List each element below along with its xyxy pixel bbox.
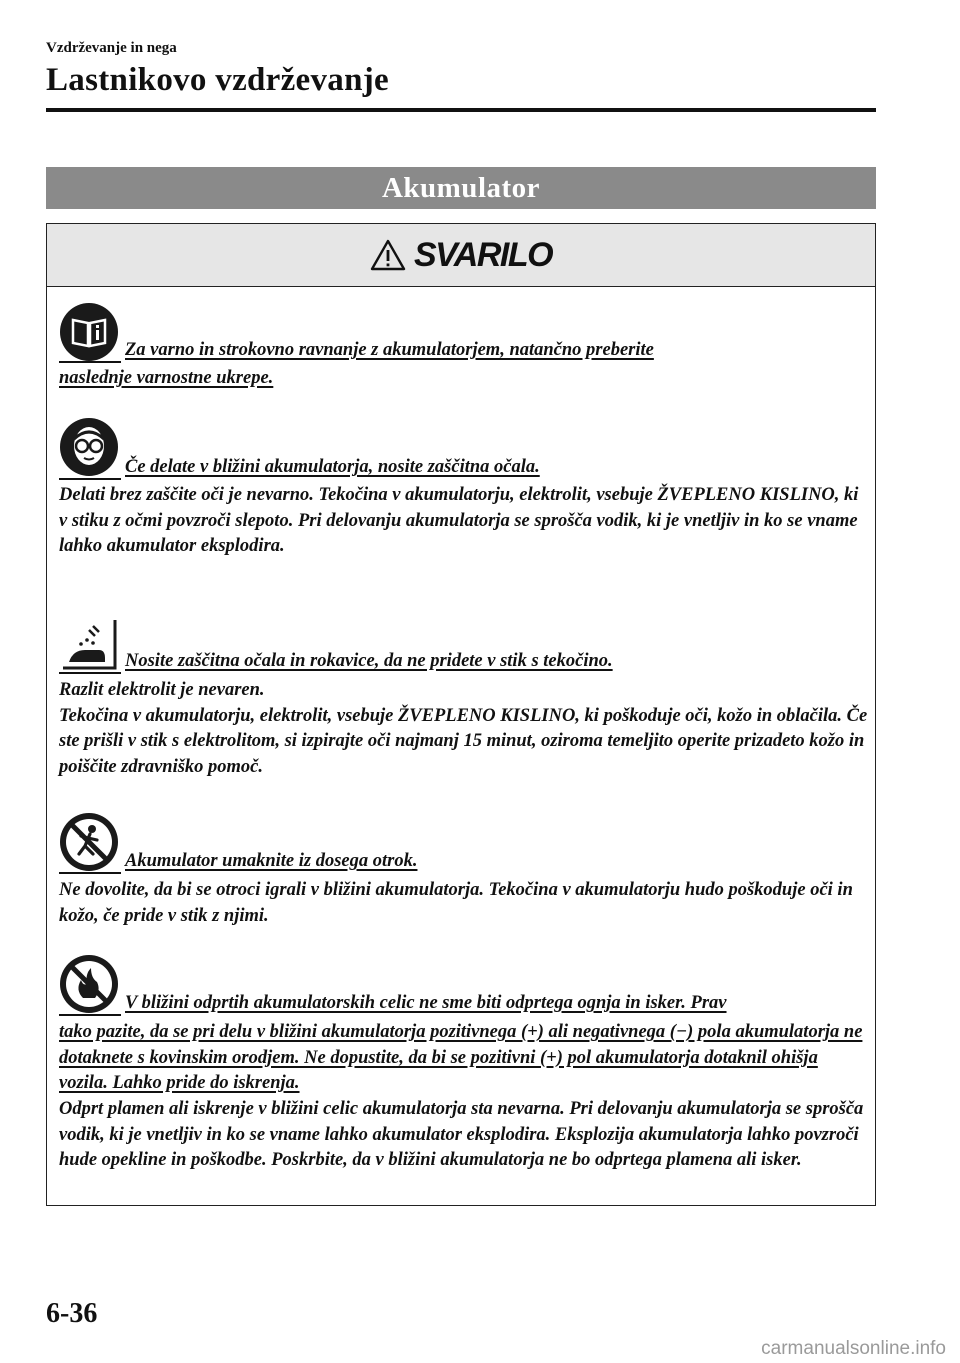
read-manual-icon [59,302,119,362]
warning-lead-text: V bližini odprtih akumulatorskih celic ne sme biti odprtega ognja in isker. Prav [125,993,727,1013]
watermark: carmanualsonline.info [761,1338,946,1359]
warning-continuation-text: naslednje varnostne ukrepe. [59,368,274,388]
page-title: Lastnikovo vzdrževanje [46,62,389,98]
keep-children-away-icon [59,812,119,872]
warning-triangle-icon [370,239,406,271]
warning-lead-text: Če delate v bližini akumulatorja, nosite zaščitna očala. [125,457,540,477]
warning-box [46,223,876,1206]
section-title-bar: Akumulator [46,167,876,209]
warning-header [47,224,875,287]
warning-continuation-text: tako pazite, da se pri delu v bližini akumulatorja pozitivnega (+) ali negativnega (−) pola akumulatorja ne dotaknete s kovinskim orodjem. Ne dopustite, da bi se pozitivni (+) pol akumulatorja dotaknil ohišja vozila. Lahko pride do iskrenja. [59,1022,863,1093]
warning-lead-text: Za varno in strokovno ravnanje z akumulatorjem, natančno preberite [125,340,654,360]
warning-body-text: Ne dovolite, da bi se otroci igrali v bližini akumulatorja. Tekočina v akumulatorju hudo poškoduje oči in kožo, če pride v stik z njimi. [59,880,853,926]
warning-body-text: Odprt plamen ali iskrenje v bližini celic akumulatorja sta nevarna. Pri delovanju akumulatorja se sprošča vodik, ki je vnetljiv in ko se vname lahko akumulator eksplodira. Eksplozija akumulatorja lahko povzroči hude opekline in poškodbe. Poskrbite, da v bližini akumulatorja ne bo odprtega plamena ali isker. [59,1099,864,1170]
goggles-icon [59,417,119,477]
no-open-flame-icon [59,954,119,1014]
chapter-label: Vzdrževanje in nega [46,40,177,56]
warning-lead-text: Nosite zaščitna očala in rokavice, da ne pridete v stik s tekočino. [125,651,613,671]
header-rule [46,108,876,112]
corrosive-icon [59,612,119,672]
warning-body-text: Razlit elektrolit je nevaren. Tekočina v akumulatorju, elektrolit, vsebuje ŽVEPLENO KISLINO, ki poškoduje oči, kožo in oblačila. Če ste prišli v stik s elektrolitom, si izpirajte oči najmanj 15 minut, oziroma temeljito operite prizadeto kožo in poiščite zdravniško pomoč. [59,680,868,777]
warning-body-text: Delati brez zaščite oči je nevarno. Tekočina v akumulatorju, elektrolit, vsebuje ŽVEPLENO KISLINO, ki v stiku z očmi povzroči slepoto. Pri delovanju akumulatorja se sprošča vodik, ki je vnetljiv in ko se vname lahko akumulator eksplodira. [59,485,859,556]
warning-title: SVARILO [413,235,553,274]
page-number: 6-36 [46,1298,98,1329]
warning-lead-text: Akumulator umaknite iz dosega otrok. [125,851,418,871]
